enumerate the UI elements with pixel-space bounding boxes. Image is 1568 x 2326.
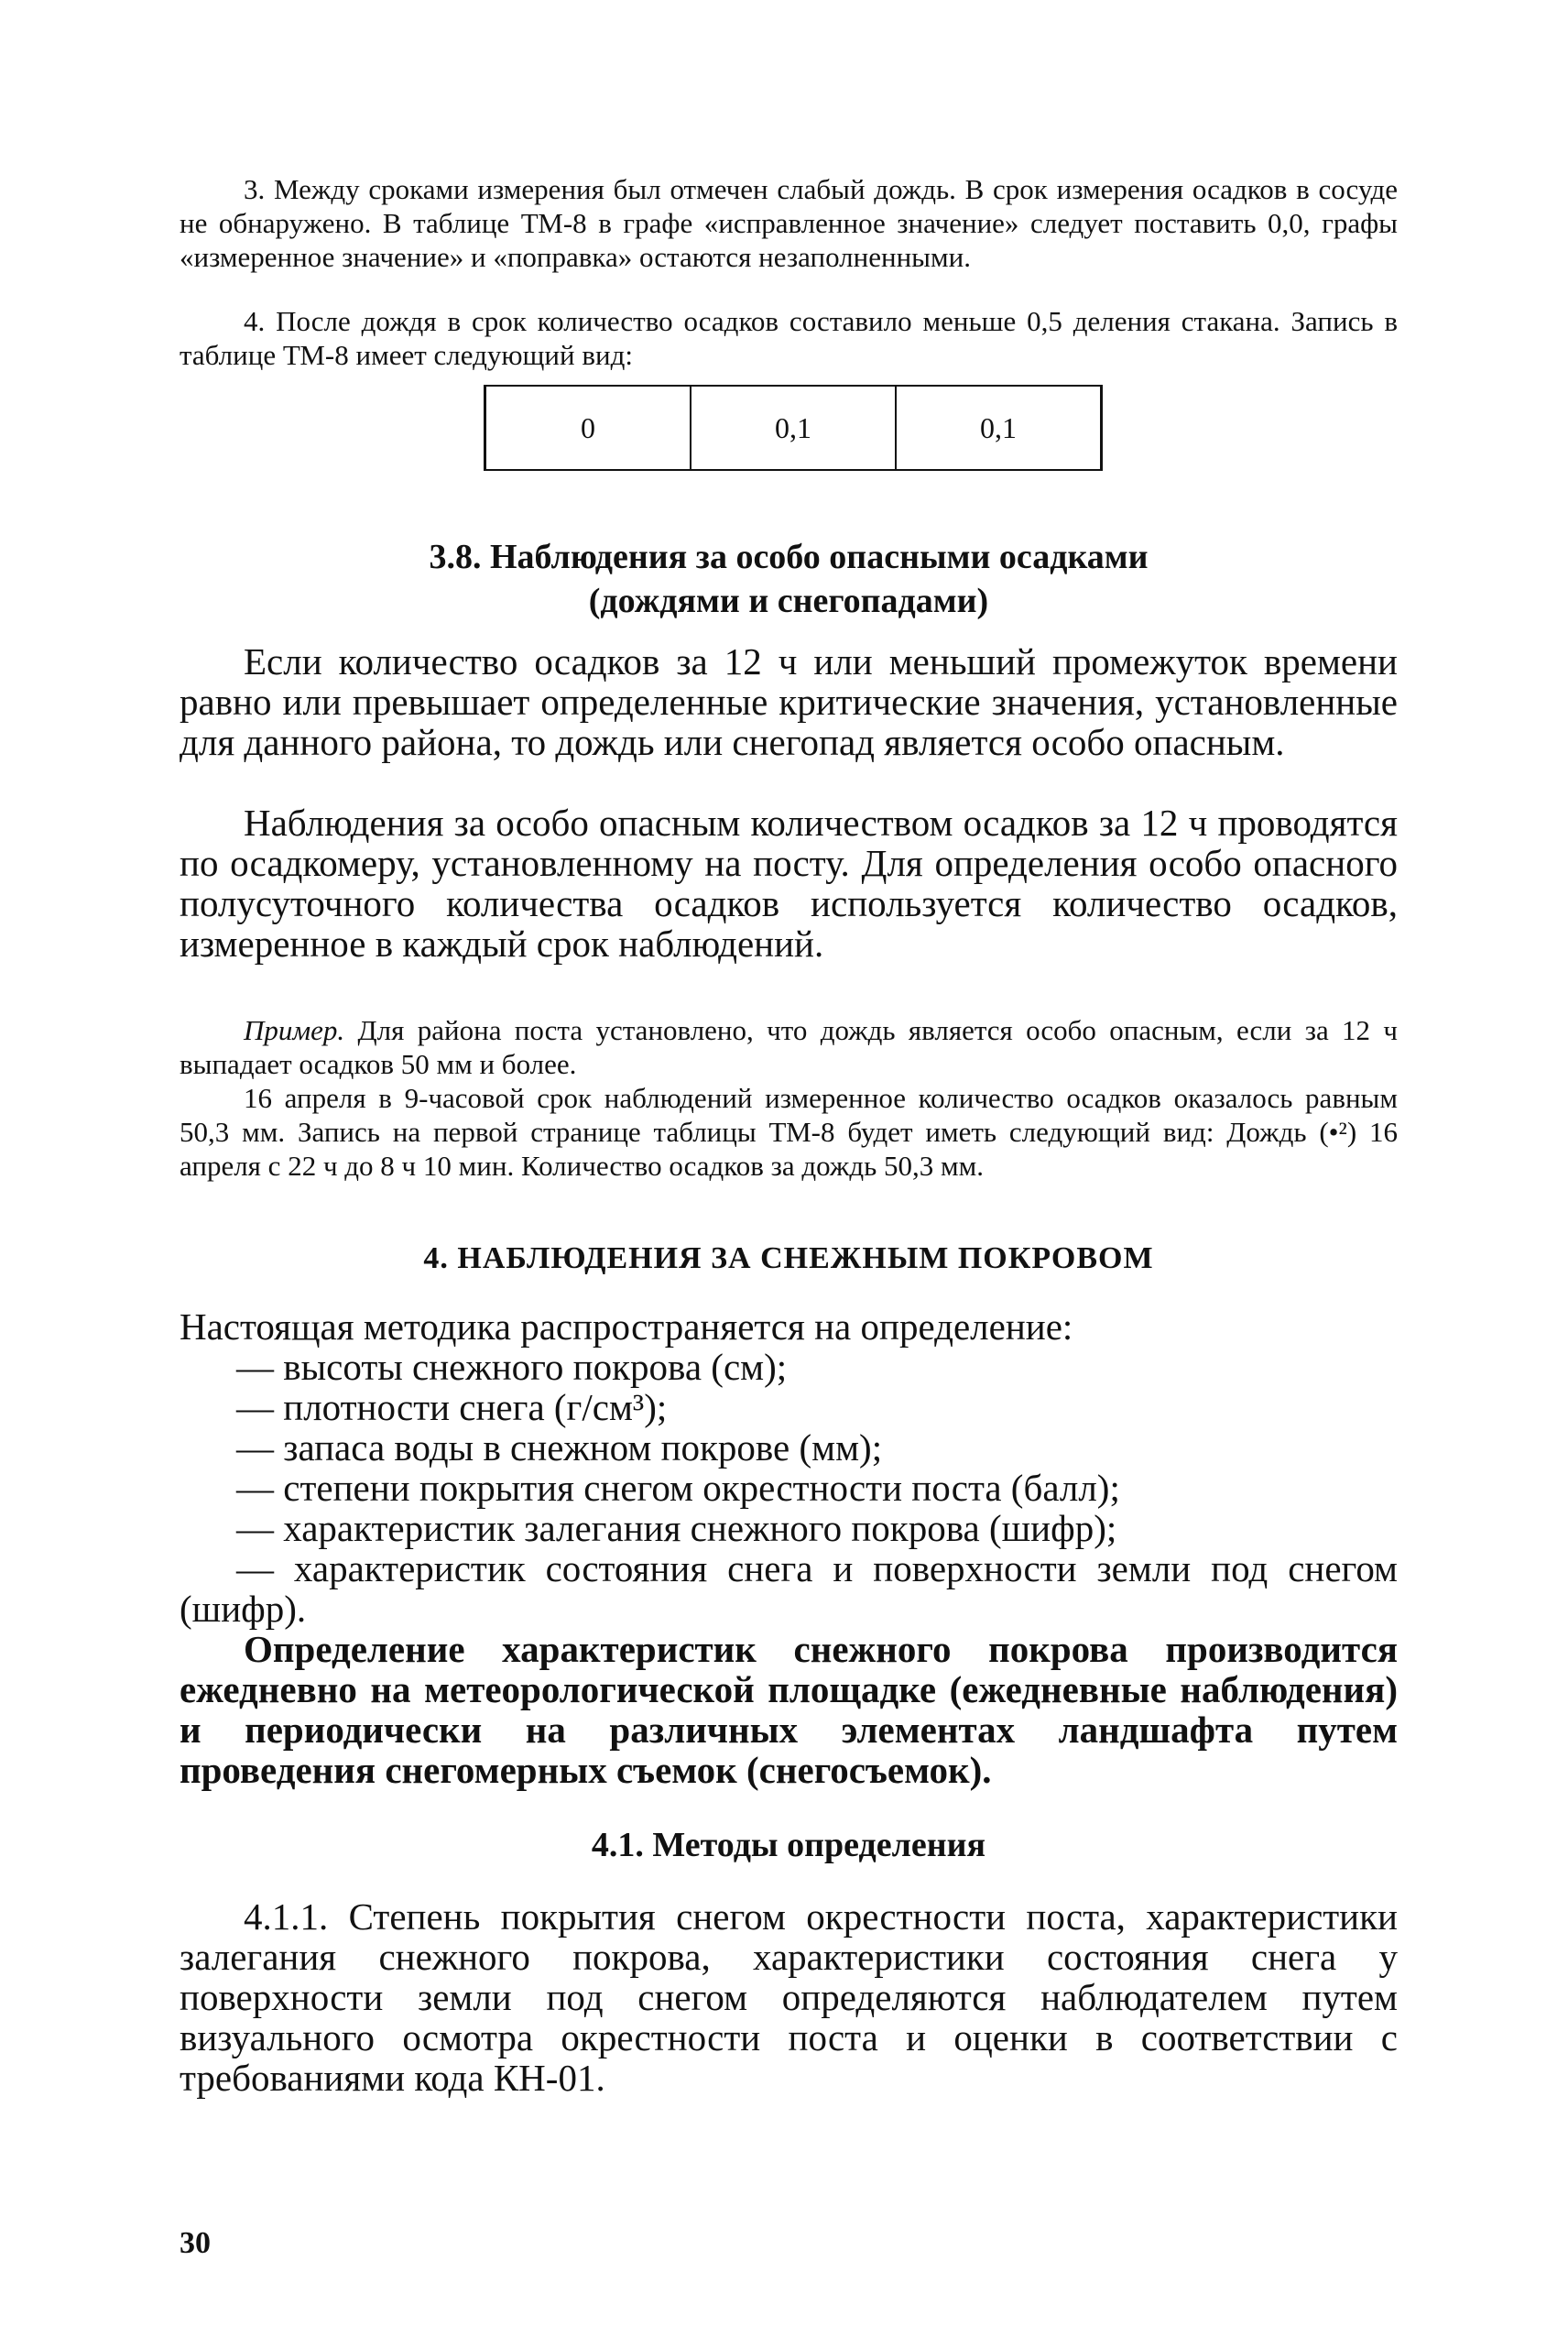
- example-paragraph: [180, 1013, 1398, 1081]
- example-label: Пример.: [244, 1014, 345, 1046]
- section-4-para: Определение характеристик снежного покрова производится ежедневно на метеорологической площадке (ежедневные наблюдения) и периодически на различных элементах ландшафта путем проведения снегомерных съемок (снегосъемок).: [180, 1628, 1398, 1791]
- table-cell-correction: 0,1: [896, 386, 1102, 470]
- table-cell-corrected: 0: [485, 386, 691, 470]
- snow-parameters-list: [180, 1347, 1398, 1629]
- tm8-table: [484, 385, 1103, 471]
- section-3-8-title-line1: 3.8. Наблюдения за особо опасными осадками: [429, 538, 1149, 576]
- note-4: 4. После дождя в срок количество осадков составило меньше 0,5 деления стакана. Запись в таблице ТМ-8 имеет следующий вид:: [180, 305, 1398, 371]
- list-item: — высоты снежного покрова (см);: [236, 1346, 788, 1388]
- section-3-8-para2: Наблюдения за особо опасным количеством осадков за 12 ч проводятся по осадкомеру, установленному на посту. Для определения особо опасного полусуточного количества осадков используется количество осадков, измеренное в каждый срок наблюдений.: [180, 802, 1398, 965]
- section-4-1-para: 4.1.1. Степень покрытия снегом окрестности поста, характеристики залегания снежного покрова, характеристики состояния снега у поверхности земли под снегом определяются наблюдателем путем визуального осмотра окрестности поста и оценки в соответствии с требованиями кода КН-01.: [180, 1895, 1398, 2099]
- list-item: — плотности снега (г/см³);: [236, 1386, 668, 1428]
- example-text: Для района поста установлено, что дождь является особо опасным, если за 12 ч выпадает осадков 50 мм и более.: [180, 1014, 1398, 1080]
- section-4-intro: Настоящая методика распространяется на определение:: [180, 1305, 1073, 1348]
- section-3-8-para1: Если количество осадков за 12 ч или меньший промежуток времени равно или превышает определенные критические значения, установленные для данного района, то дождь или снегопад является особо опасным.: [180, 640, 1398, 763]
- list-item: — характеристик состояния снега и поверхности земли под снегом (шифр).: [180, 1547, 1398, 1630]
- list-item: — степени покрытия снегом окрестности поста (балл);: [236, 1467, 1120, 1509]
- page-number: 30: [180, 2226, 211, 2260]
- table-row: [485, 386, 1102, 470]
- section-3-8-title: [180, 535, 1398, 623]
- list-item: — запаса воды в снежном покрове (мм);: [236, 1426, 883, 1469]
- example-2: 16 апреля в 9-часовой срок наблюдений измеренное количество осадков оказалось равным 50,3 мм. Запись на первой странице таблицы ТМ-8 будет иметь следующий вид: Дождь (•²) 16 апреля с 22 ч до 8 ч 10 мин. Количество осадков за дождь 50,3 мм.: [180, 1082, 1398, 1182]
- section-4-1-title: 4.1. Методы определения: [591, 1826, 986, 1864]
- section-4-title: 4. НАБЛЮДЕНИЯ ЗА СНЕЖНЫМ ПОКРОВОМ: [423, 1241, 1154, 1275]
- note-3: 3. Между сроками измерения был отмечен слабый дождь. В срок измерения осадков в сосуде не обнаружено. В таблице ТМ-8 в графе «исправленное значение» следует поставить 0,0, графы «измеренное значение» и «поправка» остаются незаполненными.: [180, 173, 1398, 273]
- section-3-8-title-line2: (дождями и снегопадами): [588, 582, 989, 620]
- table-cell-measured: 0,1: [691, 386, 896, 470]
- list-item: — характеристик залегания снежного покрова (шифр);: [236, 1507, 1117, 1549]
